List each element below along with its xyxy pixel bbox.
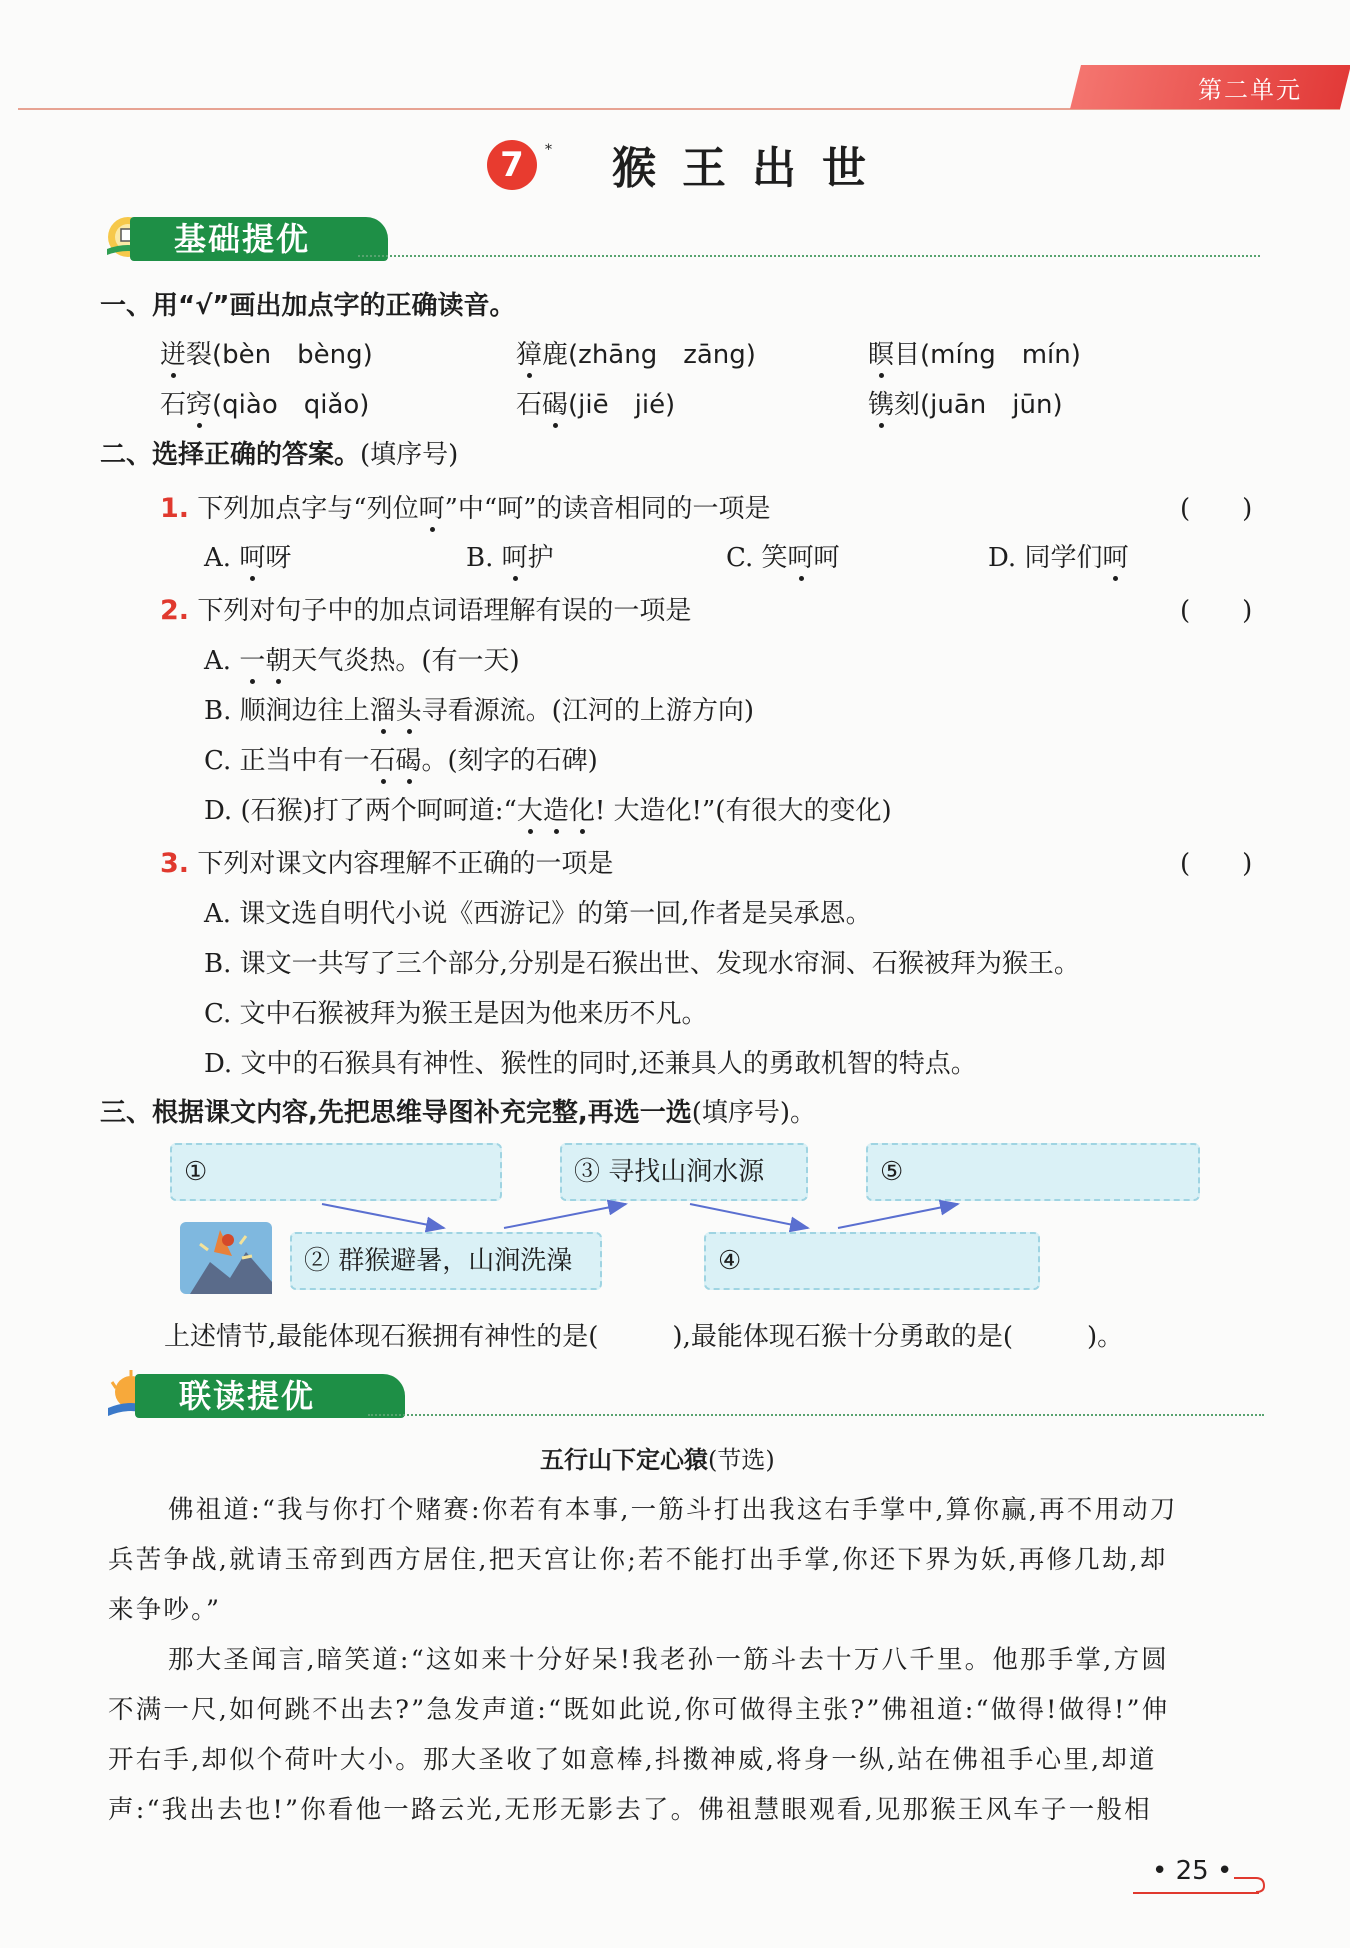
curl-icon — [1232, 1862, 1266, 1894]
q1-item: 镌刻(juān jūn) — [868, 390, 1063, 420]
map-box-2: ② 群猴避暑，山涧洗澡 — [290, 1232, 602, 1290]
passage-line: 不满一尺,如何跳不出去?”急发声道:“既如此说,你可做得主张?”佛祖道:“做得!做得!”伸 — [108, 1695, 1170, 1725]
option: C. 笑呵呵 — [726, 543, 840, 573]
passage-title: 五行山下定心猿(节选) — [540, 1446, 775, 1474]
section-title-basic: 基础提优 — [130, 217, 388, 261]
option: B. 呵护 — [466, 543, 554, 573]
lesson-title: 猴王出世 — [612, 143, 892, 194]
q1-heading: 一、用“√”画出加点字的正确读音。 — [100, 291, 516, 321]
q3-heading: 三、根据课文内容,先把思维导图补充完整,再选一选(填序号)。 — [100, 1098, 817, 1128]
option: D. 文中的石猴具有神性、猴性的同时,还兼具人的勇敢机智的特点。 — [204, 1049, 977, 1079]
q1-item: 迸裂(bèn bèng) — [160, 340, 373, 370]
passage-line: 佛祖道:“我与你打个赌赛:你若有本事,一筋斗打出我这右手掌中,算你赢,再不用动刀 — [168, 1495, 1178, 1525]
q1-item: 石碣(jiē jié) — [516, 390, 676, 420]
option: B. 课文一共写了三个部分,分别是石猴出世、发现水帘洞、石猴被拜为猴王。 — [204, 949, 1080, 979]
question-1: 1. 下列加点字与“列位呵”中“呵”的读音相同的一项是 — [160, 493, 771, 524]
map-box-4[interactable]: ④ — [704, 1232, 1040, 1290]
q1-item: 獐鹿(zhāng zāng) — [516, 340, 756, 370]
question-2: 2. 下列对句子中的加点词语理解有误的一项是 — [160, 595, 692, 626]
q1-item: 瞑目(míng mín) — [868, 340, 1081, 370]
answer-bracket[interactable]: ( ) — [1180, 494, 1253, 524]
map-box-3: ③ 寻找山涧水源 — [560, 1143, 808, 1201]
page-number: • 25 • — [1152, 1856, 1233, 1886]
option: C. 文中石猴被拜为猴王是因为他来历不凡。 — [204, 999, 708, 1029]
lesson-star: * — [545, 142, 552, 158]
answer-bracket[interactable]: ( ) — [1180, 849, 1253, 879]
q3-summary: 上述情节,最能体现石猴拥有神性的是( ),最能体现石猴十分勇敢的是( )。 — [164, 1322, 1124, 1352]
passage-line: 开右手,却似个荷叶大小。那大圣收了如意棒,抖擞神威,将身一纵,站在佛祖手心里,却道 — [108, 1745, 1157, 1775]
passage-line: 那大圣闻言,暗笑道:“这如来十分好呆!我老孙一筋斗去十万八千里。他那手掌,方圆 — [168, 1645, 1169, 1675]
question-3: 3. 下列对课文内容理解不正确的一项是 — [160, 848, 614, 879]
unit-label: 第二单元 — [1198, 76, 1302, 104]
option: D. 同学们呵 — [988, 543, 1129, 573]
option: B. 顺涧边往上溜头寻看源流。(江河的上游方向) — [204, 696, 754, 726]
section-title-reading: 联读提优 — [135, 1374, 405, 1418]
answer-bracket[interactable]: ( ) — [1180, 596, 1253, 626]
section-divider — [368, 1414, 1264, 1416]
q1-item: 石窍(qiào qiǎo) — [160, 390, 370, 420]
q2-heading: 二、选择正确的答案。(填序号) — [100, 440, 459, 470]
passage-line: 兵苦争战,就请玉帝到西方居住,把天宫让你;若不能打出手掌,你还下界为妖,再修几劫,却 — [108, 1545, 1168, 1575]
map-box-5[interactable]: ⑤ — [866, 1143, 1200, 1201]
option: A. 一朝天气炎热。(有一天) — [204, 646, 520, 676]
option: C. 正当中有一石碣。(刻字的石碑) — [204, 746, 598, 776]
stone-monkey-illustration — [180, 1222, 272, 1294]
option: A. 课文选自明代小说《西游记》的第一回,作者是吴承恩。 — [204, 899, 872, 929]
option: D. (石猴)打了两个呵呵道:“大造化! 大造化!”(有很大的变化) — [204, 796, 892, 826]
passage-line: 来争吵。” — [108, 1595, 222, 1625]
passage-line: 声:“我出去也!”你看他一路云光,无形无影去了。佛祖慧眼观看,见那猴王风车子一般相 — [108, 1795, 1152, 1825]
option: A. 呵呀 — [204, 543, 292, 573]
map-box-1[interactable]: ① — [170, 1143, 502, 1201]
lesson-number-badge: 7 — [487, 140, 537, 190]
